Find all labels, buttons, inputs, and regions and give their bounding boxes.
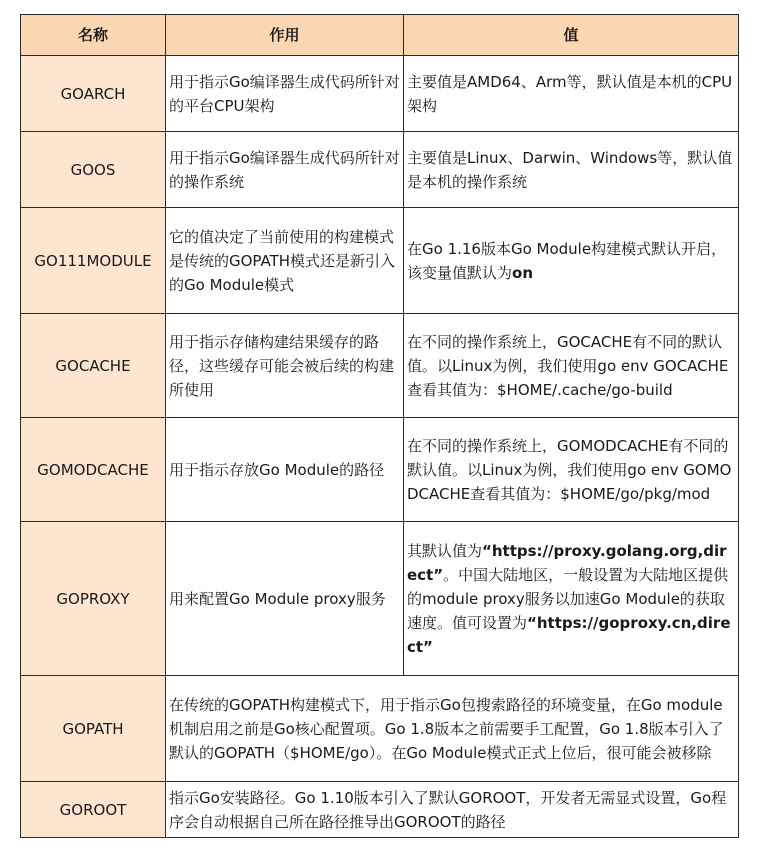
value-bold-text: “https://proxy.golang.org,direct”: [407, 541, 727, 584]
var-description: 指示Go安装路径。Go 1.10版本引入了默认GOROOT，开发者无需显式设置，Go程序会自动根据自己所在路径推导出GOROOT的路径: [166, 782, 739, 838]
header-name: 名称: [21, 15, 166, 56]
value-bold-text: on: [512, 263, 533, 282]
var-name: GOPROXY: [21, 522, 166, 676]
var-name: GOARCH: [21, 56, 166, 132]
table-row: [21, 208, 739, 314]
header-row: [21, 15, 739, 56]
table-row: [21, 418, 739, 522]
var-value: 在不同的操作系统上，GOMODCACHE有不同的默认值。以Linux为例，我们使用go env GOMODCACHE查看其值为：$HOME/go/pkg/mod: [404, 418, 739, 522]
var-description: 用于指示Go编译器生成代码所针对的操作系统: [166, 132, 404, 208]
header-usage: 作用: [166, 15, 404, 56]
var-description: 用于指示存放Go Module的路径: [166, 418, 404, 522]
env-var-table: [20, 14, 739, 838]
var-name: GO111MODULE: [21, 208, 166, 314]
table-row: [21, 56, 739, 132]
var-description: 它的值决定了当前使用的构建模式是传统的GOPATH模式还是新引入的Go Module模式: [166, 208, 404, 314]
value-text: 在Go 1.16版本Go Module构建模式默认开启，该变量值默认为: [407, 239, 727, 282]
table-row: [21, 522, 739, 676]
var-description: 在传统的GOPATH构建模式下，用于指示Go包搜索路径的环境变量，在Go module机制启用之前是Go核心配置项。Go 1.8版本之前需要手工配置，Go 1.8版本引入了默认的GOPATH（$HOME/go）。在Go Module模式正式上位后，很可能会被移除: [166, 676, 739, 782]
var-description: 用于指示Go编译器生成代码所针对的平台CPU架构: [166, 56, 404, 132]
var-description: 用于指示存储构建结果缓存的路径，这些缓存可能会被后续的构建所使用: [166, 314, 404, 418]
var-description: 用来配置Go Module proxy服务: [166, 522, 404, 676]
table-row: [21, 676, 739, 782]
table-row: [21, 132, 739, 208]
var-value: 主要值是AMD64、Arm等，默认值是本机的CPU架构: [404, 56, 739, 132]
var-value: [404, 522, 739, 676]
var-name: GOMODCACHE: [21, 418, 166, 522]
var-value: [404, 208, 739, 314]
var-name: GOROOT: [21, 782, 166, 838]
value-text: 其默认值为: [407, 541, 483, 560]
table-row: [21, 314, 739, 418]
var-name: GOCACHE: [21, 314, 166, 418]
var-value: 主要值是Linux、Darwin、Windows等，默认值是本机的操作系统: [404, 132, 739, 208]
var-value: 在不同的操作系统上，GOCACHE有不同的默认值。以Linux为例，我们使用go env GOCACHE查看其值为：$HOME/.cache/go-build: [404, 314, 739, 418]
var-name: GOPATH: [21, 676, 166, 782]
var-name: GOOS: [21, 132, 166, 208]
table-row: [21, 782, 739, 838]
header-value: 值: [404, 15, 739, 56]
value-text: 。中国大陆地区，一般设置为大陆地区提供的module proxy服务以加速Go Module的获取速度。值可设置为: [407, 565, 729, 632]
value-bold-text: “https://goproxy.cn,direct”: [407, 613, 731, 656]
